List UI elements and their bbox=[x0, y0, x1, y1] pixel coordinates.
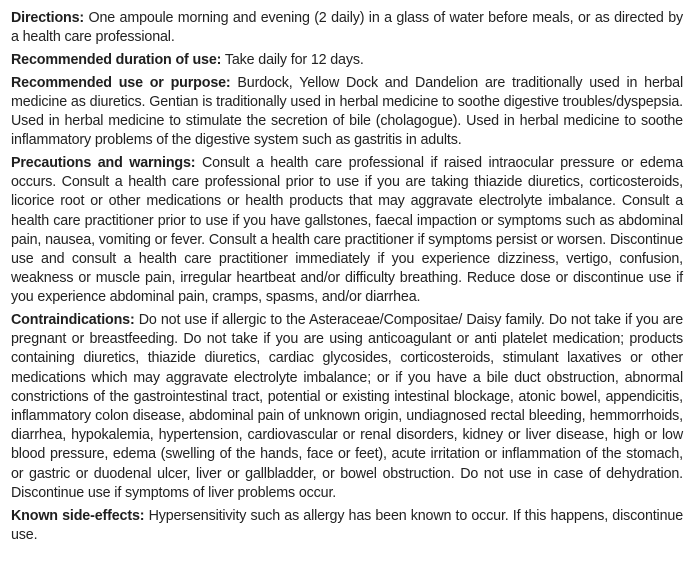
purpose-section bbox=[11, 74, 683, 151]
contraindications-text: Do not use if allergic to the Asteraceae/Compositae/ Daisy family. Do not take if you are pregnant or breastfeeding. Do not take if you are using anticoagulant or anti platelet medication; products containing diuretics, thiazide diuretics, cardiac glycosides, corticosteroids, stimulant laxatives or other medications which may aggravate electrolyte imbalance; or if you have a bile duct obstruction, abnormal constrictions of the gastrointestinal tract, potential or existing intestinal blockage, atonic bowel, appendicitis, inflammatory colon disease, abdominal pain of unknown origin, undiagnosed rectal bleeding, hemmorrhoids, diarrhea, hypokalemia, hypertension, cardiovascular or renal disorders, kidney or liver disease, high or low blood pressure, edema (swelling of the hands, face or feet), acute irritation or inflammation of the stomach, or gastric or duodenal ulcer, liver or gallbladder, or bowel obstruction. Do not use in case of dehydration. Discontinue use if symptoms of liver problems occur. bbox=[11, 312, 684, 501]
purpose-heading: Recommended use or purpose: bbox=[11, 74, 231, 91]
side-effects-heading: Known side-effects: bbox=[11, 507, 145, 524]
duration-section bbox=[11, 51, 683, 70]
directions-section bbox=[11, 9, 683, 47]
side-effects-text: Hypersensitivity such as allergy has been known to occur. If this happens, discontinue use. bbox=[11, 507, 683, 543]
duration-text: Take daily for 12 days. bbox=[224, 51, 364, 68]
purpose-text: Burdock, Yellow Dock and Dandelion are traditionally used in herbal medicine as diuretics. Gentian is traditionally used in herbal medicine to soothe digestive troubles/dyspepsia. Used in herbal medicine to stimulate the secretion of bile (cholagogue). Used in herbal medicine to soothe inflammatory problems of the digestive system such as gastritis in adults. bbox=[11, 74, 684, 149]
contraindications-section bbox=[11, 311, 683, 503]
precautions-heading: Precautions and warnings: bbox=[11, 154, 196, 171]
precautions-section bbox=[11, 154, 683, 308]
precautions-text: Consult a health care professional if raised intraocular pressure or edema occurs. Consult a health care professional prior to use if you are taking thiazide diuretics, corticosteroids, licorice root or other medications or health products that may aggravate electrolyte imbalance. Consult a health care practitioner prior to use if you have gallstones, faecal impaction or symptoms such as abdominal pain, nausea, vomiting or fever. Consult a health care practitioner if symptoms persist or worsen. Discontinue use and consult a health care practitioner immediately if you experience dizziness, vertigo, confusion, weakness or muscle pain, irregular heartbeat and/or difficulty breathing. Reduce dose or discontinue use if you experience abdominal pain, cramps, spasms, and/or diarrhea. bbox=[11, 154, 683, 306]
contraindications-heading: Contraindications: bbox=[11, 312, 135, 329]
duration-heading: Recommended duration of use: bbox=[11, 51, 222, 68]
directions-heading: Directions: bbox=[11, 10, 85, 26]
side-effects-section bbox=[11, 507, 683, 545]
directions-text: One ampoule morning and evening (2 daily) in a glass of water before meals, or as directed by a health care professional. bbox=[11, 10, 683, 46]
